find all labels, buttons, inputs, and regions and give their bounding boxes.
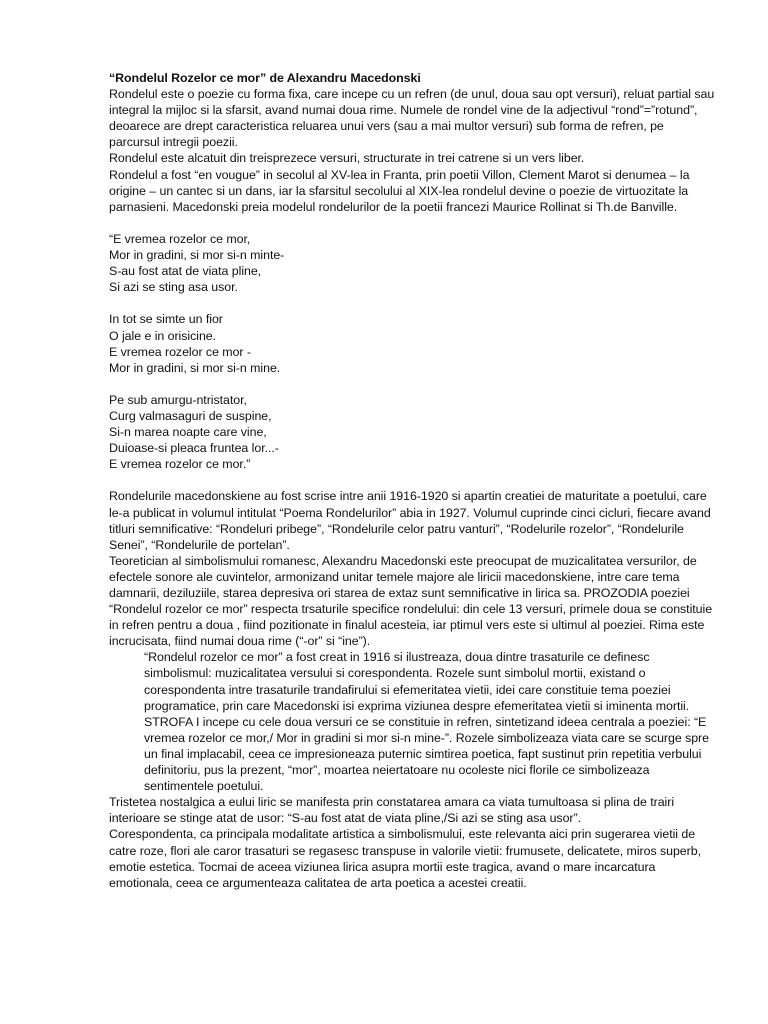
spacer <box>109 215 715 231</box>
poem-stanza-3 <box>109 392 715 472</box>
poem-verse: O jale e in orisicine. <box>109 328 217 343</box>
poem-verse: Pe sub amurgu-ntristator, <box>109 392 247 407</box>
poem-verse: E vremea rozelor ce mor - <box>109 344 251 359</box>
poem-verse: Duioase-si pleaca fruntea lor...- <box>109 441 279 456</box>
poem-stanza-2 <box>109 311 715 375</box>
intro-paragraph: Rondelul a fost “en vougue” in secolul al XV-lea in Franta, prin poetii Villon, Clement Marot si denumea – la origine – un cantec si un dans, iar la sfarsitul secolului al XIX-lea rondelul devine o poezie de virtuozitate la parnasieni. Macedonski preia modelul rondelurilor de la poetii francezi Maurice Rollinat si Th.de Banville. <box>109 167 690 214</box>
poem-verse: Si-n marea noapte care vine, <box>109 425 267 440</box>
indented-paragraph: STROFA I incepe cu cele doua versuri ce se constituie in refren, sintetizand ideea centrala a poeziei: “E vremea rozelor ce mor,/ Mor in gradini si mor si-n mine-”. Rozele simbolizeaza viata care se scurge spre un final implacabil, ceea ce impresioneaza puternic simtirea poetica, fapt sustinut prin repetitia verbului definitoriu, pus la prezent, “mor”, moartea neiertatoare nu ocoleste nici florile ce simbolizeaza sentimentele poetului. <box>144 714 709 794</box>
document-page <box>109 70 715 891</box>
poem-verse: Mor in gradini, si mor si-n minte- <box>109 248 285 263</box>
document-title: “Rondelul Rozelor ce mor” de Alexandru Macedonski <box>109 71 421 85</box>
poem-verse: In tot se simte un fior <box>109 312 223 327</box>
spacer <box>109 376 715 392</box>
intro-paragraph: Rondelul este o poezie cu forma fixa, care incepe cu un refren (de unul, doua sau opt versuri), reluat partial sau integral la mijloc si la sfarsit, avand numai doua rime. Numele de rondel vine de la adjectivul “rond”=”rotund”, deoarece are drept caracteristica reluarea unui vers (sau a mai multor versuri) sub forma de refren, pe parcursul intregii poezii. <box>109 87 715 150</box>
analysis-paragraph: Teoretician al simbolismului romanesc, Alexandru Macedonski este preocupat de muzicalitatea versurilor, de efectele sonore ale cuvintelor, armonizand unitar temele majore ale liricii macedonskiene, intre care tema damnarii, deziluziile, starea depresiva ori starea de extaz sunt semnificative in lirica sa. PROZODIA poeziei “Rondelul rozelor ce mor” respecta trsaturile specifice rondelului: din cele 13 versuri, primele doua se constituie in refren pentru a doua , fiind pozitionate in finalul acesteia, iar ptimul vers este si ultimul al poeziei. Rima este incrucisata, fiind numai doua rime (“-or” si “ine”). <box>109 553 713 649</box>
intro-paragraph: Rondelul este alcatuit din treisprezece versuri, structurate in trei catrene si un vers liber. <box>109 151 585 166</box>
closing-paragraph: Corespondenta, ca principala modalitate artistica a simbolismului, este relevanta aici prin sugerarea vietii de catre roze, flori ale caror trasaturi se regasesc transpuse in valorile vietii: frumusete, delicatete, miros superb, emotie estetica. Tocmai de aceea viziunea lirica asupra mortii este tragica, avand o mare incarcatura emotionala, ceea ce argumenteaza calitatea de arta poetica a acestei creatii. <box>109 827 701 890</box>
spacer <box>109 472 715 488</box>
poem-verse: Si azi se sting asa usor. <box>109 280 238 295</box>
poem-verse: Mor in gradini, si mor si-n mine. <box>109 360 281 375</box>
closing-paragraph: Tristetea nostalgica a eului liric se manifesta prin constatarea amara ca viata tumultoasa si plina de trairi interioare se stinge atat de usor: “S-au fost atat de viata pline,/Si azi se sting asa usor”. <box>109 795 675 826</box>
indented-paragraph: “Rondelul rozelor ce mor” a fost creat in 1916 si ilustreaza, doua dintre trasaturile ce definesc simbolismul: muzicalitatea versului si corespondenta. Rozele sunt simbolul mortii, existand o corespondenta intre trasaturile trandafirului si efemeritatea vietii, idei care constituie tema poeziei programatice, prin care Macedonski isi exprima viziunea despre efemeritatea vietii si iminenta mortii. <box>144 650 690 713</box>
poem-verse: E vremea rozelor ce mor.” <box>109 457 251 472</box>
poem-verse: S-au fost atat de viata pline, <box>109 264 262 279</box>
poem-stanza-1 <box>109 231 715 295</box>
analysis-paragraph: Rondelurile macedonskiene au fost scrise intre anii 1916-1920 si apartin creatiei de maturitate a poetului, care le-a publicat in volumul intitulat “Poema Rondelurilor” abia in 1927. Volumul cuprinde cinci cicluri, fiecare avand titluri semnificative: “Rondeluri pribege”, “Rondelurile celor patru vanturi”, “Rodelurile rozelor”, “Rondelurile Senei”, “Rondelurile de portelan”. <box>109 489 711 552</box>
poem-verse: Curg valmasaguri de suspine, <box>109 408 272 423</box>
poem-verse: “E vremea rozelor ce mor, <box>109 231 251 246</box>
spacer <box>109 295 715 311</box>
